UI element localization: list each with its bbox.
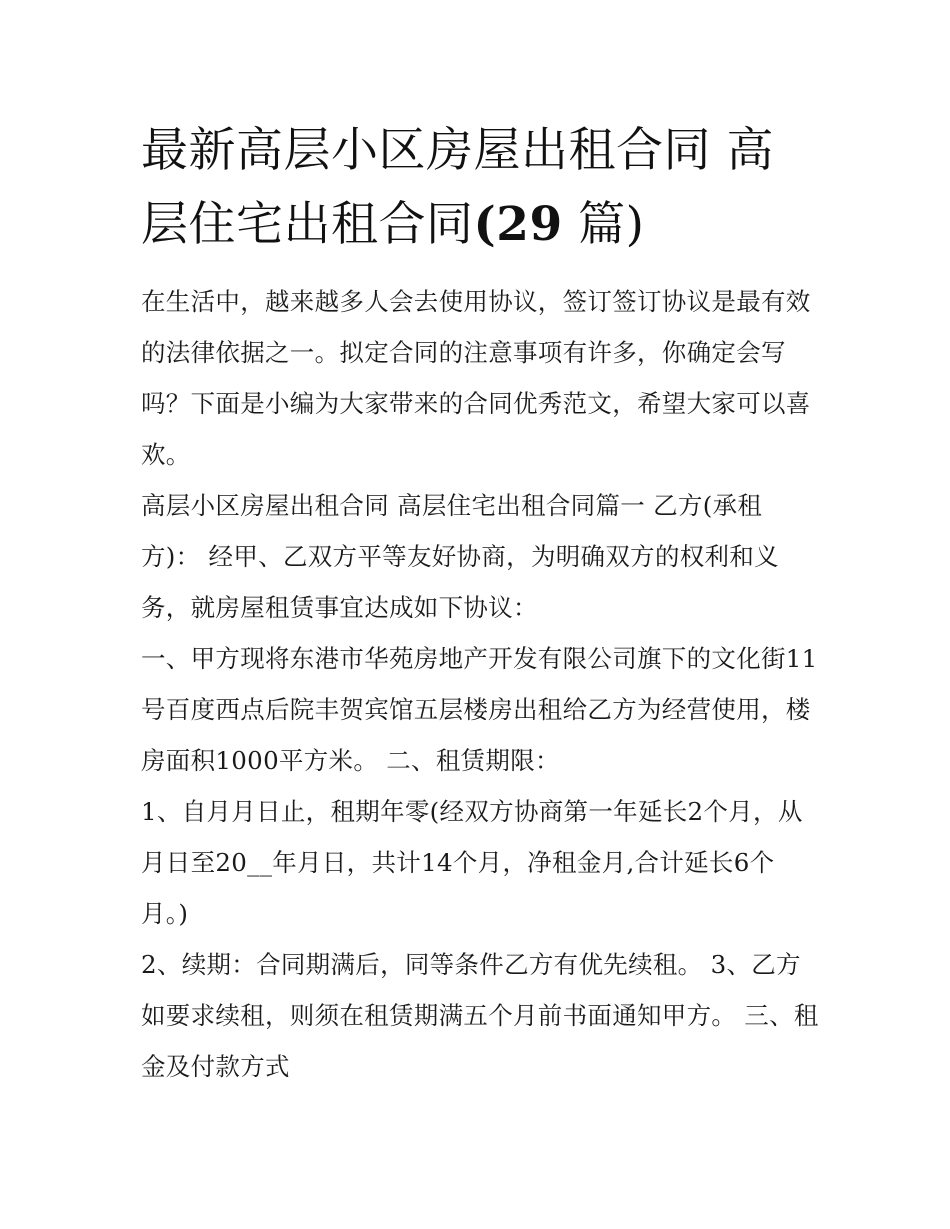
title-suffix: 篇)	[562, 197, 645, 252]
lease-term-paragraph: 1、自月月日止，租期年零(经双方协商第一年延长2个月，从月日至20__年月日，共计14个月，净租金月,合计延长6个月。)	[141, 797, 803, 928]
intro-paragraph: 在生活中，越来越多人会去使用协议，签订签订协议是最有效的法律依据之一。拟定合同的注意事项有许多，你确定会写吗？下面是小编为大家带来的合同优秀范文，希望大家可以喜欢。	[141, 287, 811, 469]
title-text: 最新高层小区房屋出租合同 高层住宅出租合同	[141, 123, 774, 252]
clause-one-paragraph: 一、甲方现将东港市华苑房地产开发有限公司旗下的文化街11号百度西点后院丰贺宾馆五层楼房出租给乙方为经营使用，楼房面积1000平方米。 二、租赁期限：	[141, 644, 818, 775]
contract-header-paragraph: 高层小区房屋出租合同 高层住宅出租合同篇一 乙方(承租方)： 经甲、乙双方平等友好协商，为明确双方的权利和义务，就房屋租赁事宜达成如下协议：	[141, 491, 779, 622]
title-count: (29	[473, 197, 563, 252]
renewal-paragraph: 2、续期：合同期满后，同等条件乙方有优先续租。 3、乙方如要求续租，则须在租赁期满五个月前书面通知甲方。 三、租金及付款方式	[141, 950, 819, 1081]
document-title	[141, 114, 821, 262]
document-body	[141, 276, 821, 1092]
